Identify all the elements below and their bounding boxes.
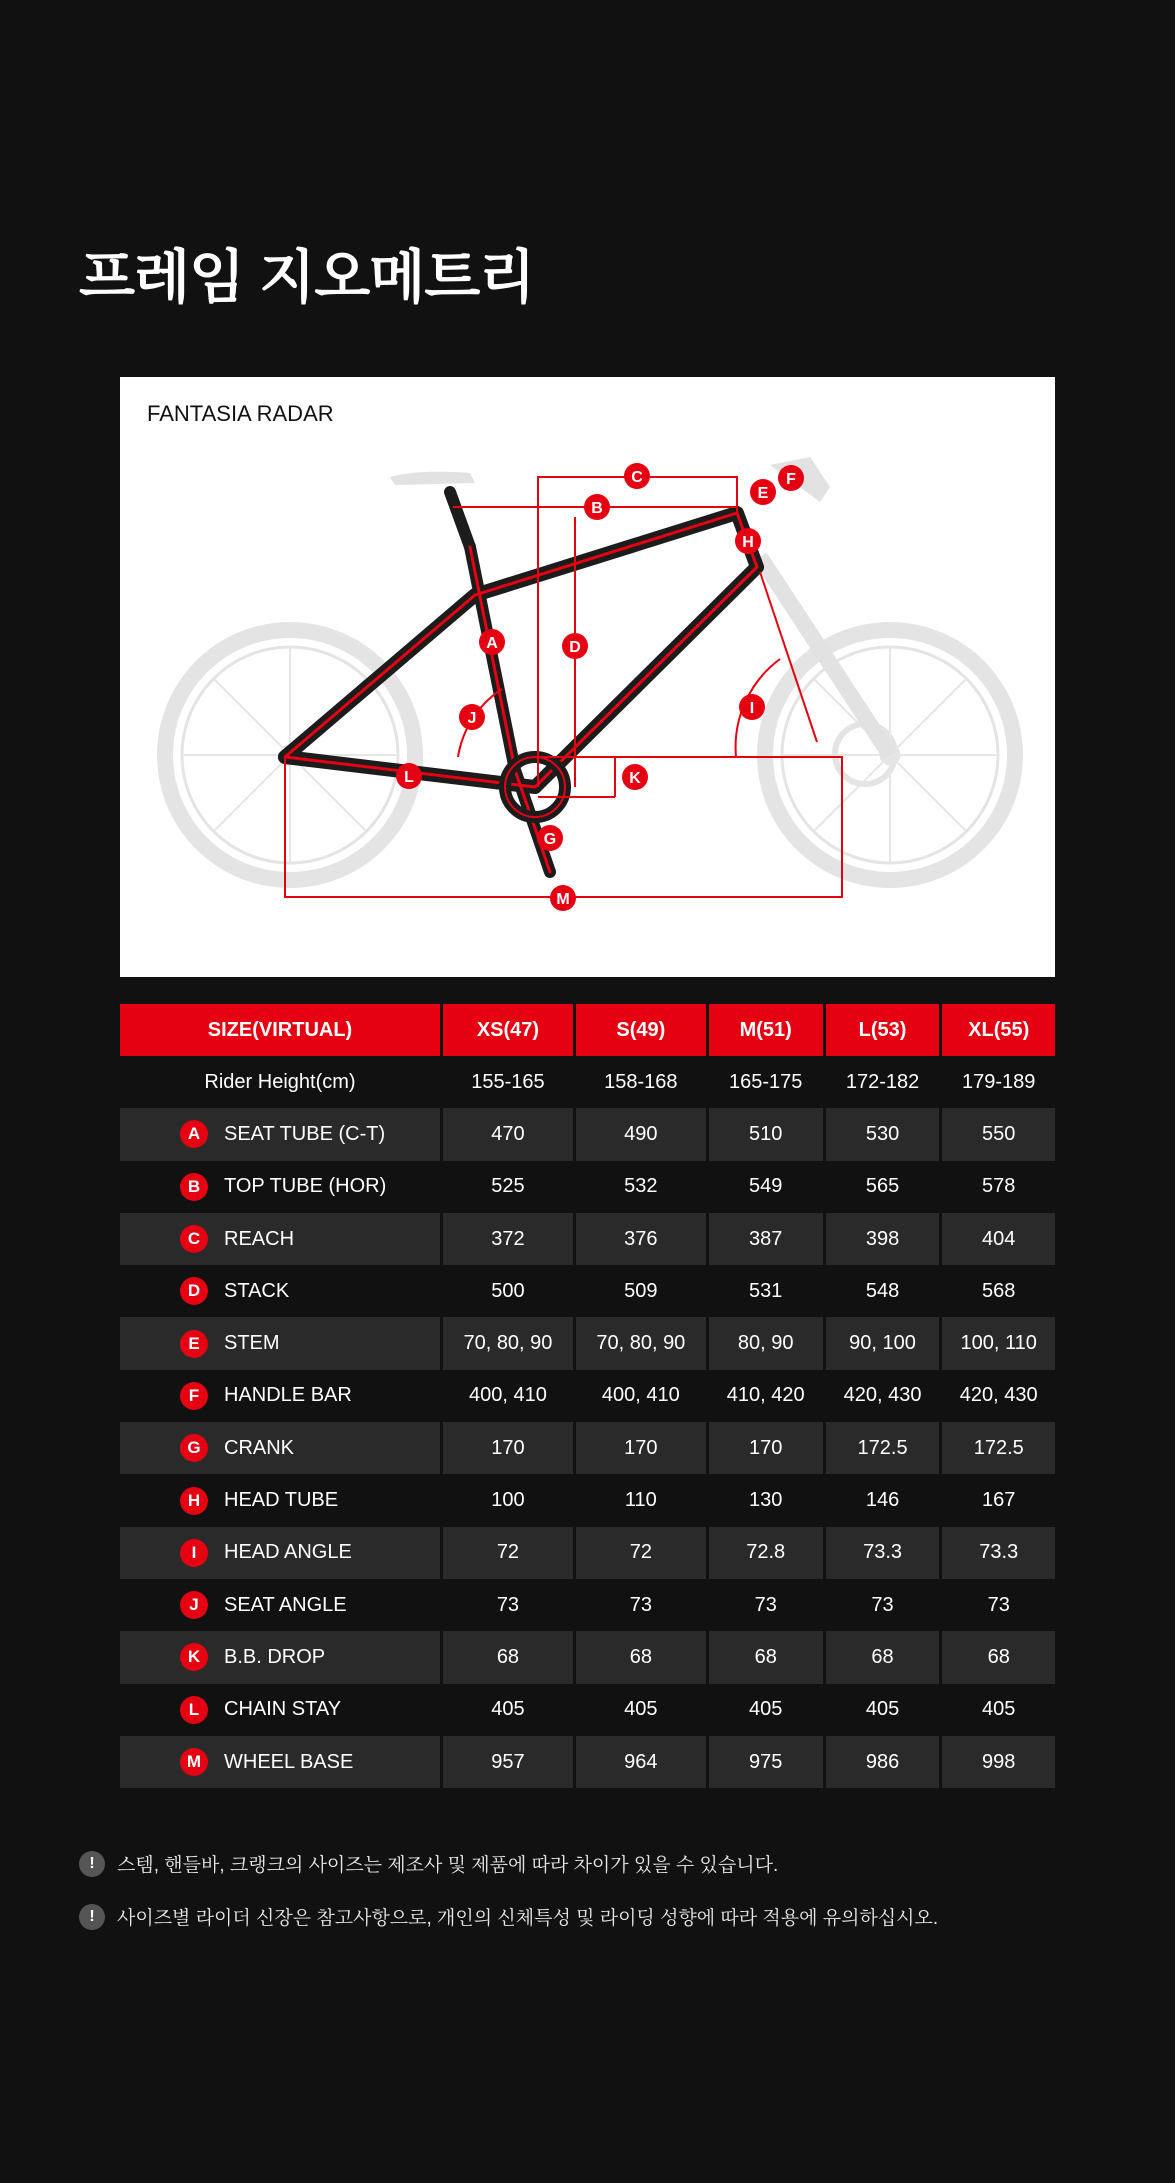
letter-badge: C — [180, 1225, 208, 1253]
measurement-name: STEM — [224, 1332, 280, 1355]
table-cell: 146 — [826, 1474, 943, 1526]
table-cell: 500 — [443, 1265, 576, 1317]
row-label — [120, 1370, 443, 1422]
exclamation-icon: ! — [79, 1851, 105, 1877]
marker-f — [778, 465, 804, 491]
measurement-name: HEAD TUBE — [224, 1489, 339, 1512]
measurement-name: STACK — [224, 1279, 290, 1302]
table-cell: 72 — [576, 1527, 709, 1579]
table-row — [120, 1161, 1055, 1213]
table-cell: 420, 430 — [942, 1370, 1055, 1422]
measurement-name: CRANK — [224, 1436, 295, 1459]
table-cell: 73.3 — [942, 1527, 1055, 1579]
table-cell: 68 — [826, 1631, 943, 1683]
row-label — [120, 1317, 443, 1369]
table-cell: 68 — [942, 1631, 1055, 1683]
table-cell: 73 — [942, 1579, 1055, 1631]
marker-k — [622, 764, 648, 790]
model-name: FANTASIA RADAR — [147, 401, 334, 426]
svg-text:A: A — [486, 635, 498, 652]
measurement-name: HEAD ANGLE — [224, 1541, 352, 1564]
header-l: L(53) — [826, 1004, 943, 1056]
table-row — [120, 1474, 1055, 1526]
table-cell: 405 — [443, 1684, 576, 1736]
geometry-table — [120, 1004, 1055, 1788]
measurement-name: SEAT TUBE (C-T) — [224, 1122, 386, 1145]
table-row — [120, 1317, 1055, 1369]
table-cell: 130 — [709, 1474, 826, 1526]
table-cell: 110 — [576, 1474, 709, 1526]
marker-h — [735, 528, 761, 554]
table-cell: 90, 100 — [826, 1317, 943, 1369]
svg-text:D: D — [569, 639, 581, 656]
bike-frame-diagram — [120, 377, 1055, 977]
table-cell: 530 — [826, 1108, 943, 1160]
letter-badge: L — [180, 1696, 208, 1724]
table-cell: 405 — [576, 1684, 709, 1736]
svg-text:C: C — [631, 469, 643, 486]
table-cell: 470 — [443, 1108, 576, 1160]
table-cell: 986 — [826, 1736, 943, 1788]
table-row — [120, 1527, 1055, 1579]
table-cell: 531 — [709, 1265, 826, 1317]
letter-badge: D — [180, 1277, 208, 1305]
table-cell: 532 — [576, 1161, 709, 1213]
table-cell: 998 — [942, 1736, 1055, 1788]
table-row — [120, 1736, 1055, 1788]
table-cell: 548 — [826, 1265, 943, 1317]
table-cell: 172.5 — [942, 1422, 1055, 1474]
table-cell: 73 — [826, 1579, 943, 1631]
note-item — [79, 1850, 938, 1877]
table-row — [120, 1108, 1055, 1160]
geometry-diagram — [120, 377, 1055, 977]
table-cell: 73.3 — [826, 1527, 943, 1579]
table-cell: 957 — [443, 1736, 576, 1788]
table-cell: 490 — [576, 1108, 709, 1160]
marker-d — [562, 633, 588, 659]
marker-i — [739, 694, 765, 720]
table-row — [120, 1265, 1055, 1317]
header-m: M(51) — [709, 1004, 826, 1056]
letter-badge: B — [180, 1173, 208, 1201]
table-cell: 172-182 — [826, 1056, 943, 1108]
table-row — [120, 1370, 1055, 1422]
row-label — [120, 1422, 443, 1474]
header-size: SIZE(VIRTUAL) — [120, 1004, 443, 1056]
letter-badge: I — [180, 1539, 208, 1567]
table-cell: 550 — [942, 1108, 1055, 1160]
table-cell: 578 — [942, 1161, 1055, 1213]
svg-text:K: K — [629, 770, 641, 787]
row-label — [120, 1579, 443, 1631]
letter-badge: K — [180, 1643, 208, 1671]
table-row — [120, 1213, 1055, 1265]
marker-b — [584, 494, 610, 520]
table-row — [120, 1631, 1055, 1683]
page-title: 프레임 지오메트리 — [79, 245, 535, 310]
table-cell: 398 — [826, 1213, 943, 1265]
table-cell: 172.5 — [826, 1422, 943, 1474]
table-cell: 68 — [709, 1631, 826, 1683]
measurement-name: REACH — [224, 1227, 295, 1250]
row-label — [120, 1631, 443, 1683]
table-cell: 404 — [942, 1213, 1055, 1265]
table-cell: 73 — [443, 1579, 576, 1631]
table-cell: 73 — [576, 1579, 709, 1631]
table-cell: 100, 110 — [942, 1317, 1055, 1369]
letter-badge: M — [180, 1748, 208, 1776]
table-cell: 405 — [826, 1684, 943, 1736]
measurement-name: CHAIN STAY — [224, 1698, 342, 1721]
table-cell: 68 — [443, 1631, 576, 1683]
row-label — [120, 1527, 443, 1579]
svg-text:E: E — [757, 485, 769, 502]
table-cell: 179-189 — [942, 1056, 1055, 1108]
row-label — [120, 1736, 443, 1788]
measurement-name: SEAT ANGLE — [224, 1593, 347, 1616]
notes — [79, 1850, 938, 1956]
svg-text:H: H — [742, 534, 754, 551]
table-cell: 158-168 — [576, 1056, 709, 1108]
measurement-name: WHEEL BASE — [224, 1750, 354, 1773]
table-cell: 70, 80, 90 — [443, 1317, 576, 1369]
svg-text:L: L — [404, 769, 414, 786]
marker-m — [550, 885, 576, 911]
table-cell: 170 — [443, 1422, 576, 1474]
diagram-markers — [396, 463, 804, 911]
svg-text:I: I — [749, 700, 755, 717]
table-cell: 72.8 — [709, 1527, 826, 1579]
fork-ghost — [760, 557, 890, 755]
table-cell: 376 — [576, 1213, 709, 1265]
table-row — [120, 1684, 1055, 1736]
table-cell: 165-175 — [709, 1056, 826, 1108]
table-cell: 167 — [942, 1474, 1055, 1526]
table-cell: 170 — [576, 1422, 709, 1474]
table-cell: 525 — [443, 1161, 576, 1213]
header-xl: XL(55) — [942, 1004, 1055, 1056]
table-cell: 509 — [576, 1265, 709, 1317]
table-cell: 420, 430 — [826, 1370, 943, 1422]
svg-text:M: M — [556, 891, 570, 908]
measurement-name: HANDLE BAR — [224, 1384, 352, 1407]
table-cell: 170 — [709, 1422, 826, 1474]
letter-badge: E — [180, 1330, 208, 1358]
table-cell: 387 — [709, 1213, 826, 1265]
note-text: 사이즈별 라이더 신장은 참고사항으로, 개인의 신체특성 및 라이딩 성향에 따라 적용에 유의하십시오. — [117, 1908, 939, 1929]
row-label — [120, 1213, 443, 1265]
marker-e — [750, 479, 776, 505]
row-label — [120, 1108, 443, 1160]
table-row-rider-height — [120, 1056, 1055, 1108]
note-item — [79, 1903, 938, 1930]
table-cell: 70, 80, 90 — [576, 1317, 709, 1369]
table-cell: 549 — [709, 1161, 826, 1213]
marker-a — [479, 629, 505, 655]
exclamation-icon: ! — [79, 1904, 105, 1930]
measurement-name: B.B. DROP — [224, 1645, 326, 1668]
table-cell: 405 — [942, 1684, 1055, 1736]
rider-height-label: Rider Height(cm) — [120, 1056, 443, 1108]
table-row — [120, 1422, 1055, 1474]
row-label — [120, 1684, 443, 1736]
table-cell: 155-165 — [443, 1056, 576, 1108]
table-cell: 975 — [709, 1736, 826, 1788]
saddle-ghost — [390, 472, 475, 485]
table-cell: 565 — [826, 1161, 943, 1213]
table-row — [120, 1579, 1055, 1631]
letter-badge: G — [180, 1434, 208, 1462]
table-cell: 964 — [576, 1736, 709, 1788]
svg-text:G: G — [543, 831, 557, 848]
header-s: S(49) — [576, 1004, 709, 1056]
table-cell: 80, 90 — [709, 1317, 826, 1369]
svg-text:F: F — [786, 471, 796, 488]
row-label — [120, 1265, 443, 1317]
letter-badge: H — [180, 1487, 208, 1515]
row-label — [120, 1474, 443, 1526]
marker-j — [459, 704, 485, 730]
letter-badge: F — [180, 1382, 208, 1410]
letter-badge: J — [180, 1591, 208, 1619]
table-cell: 510 — [709, 1108, 826, 1160]
svg-text:B: B — [591, 500, 603, 517]
table-cell: 400, 410 — [576, 1370, 709, 1422]
letter-badge: A — [180, 1120, 208, 1148]
table-cell: 405 — [709, 1684, 826, 1736]
table-cell: 73 — [709, 1579, 826, 1631]
marker-l — [396, 763, 422, 789]
frame — [285, 492, 757, 872]
table-cell: 68 — [576, 1631, 709, 1683]
table-cell: 100 — [443, 1474, 576, 1526]
header-xs: XS(47) — [443, 1004, 576, 1056]
table-cell: 400, 410 — [443, 1370, 576, 1422]
table-cell: 372 — [443, 1213, 576, 1265]
table-header-row — [120, 1004, 1055, 1056]
row-label — [120, 1161, 443, 1213]
note-text: 스템, 핸들바, 크랭크의 사이즈는 제조사 및 제품에 따라 차이가 있을 수 있습니다. — [117, 1855, 779, 1876]
svg-text:J: J — [467, 710, 477, 727]
measurement-name: TOP TUBE (HOR) — [224, 1175, 387, 1198]
table-cell: 568 — [942, 1265, 1055, 1317]
marker-g — [537, 825, 563, 851]
table-cell: 72 — [443, 1527, 576, 1579]
table-cell: 410, 420 — [709, 1370, 826, 1422]
marker-c — [624, 463, 650, 489]
